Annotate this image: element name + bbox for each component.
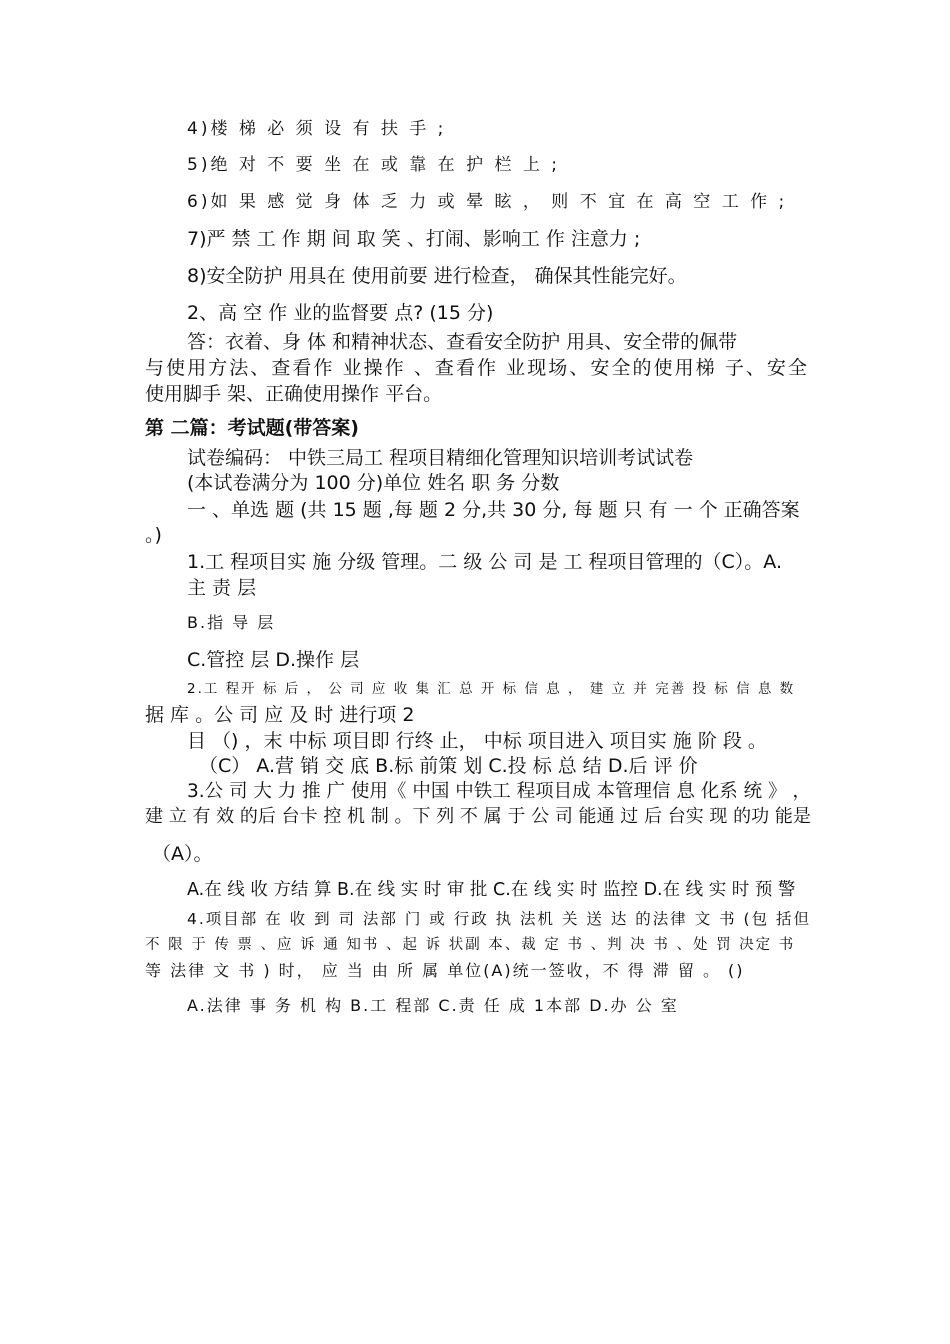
text-line: 5)绝 对 不 要 坐 在 或 靠 在 护 栏 上 ; <box>187 155 561 175</box>
text-line: 3.公 司 大 力 推 广 使用《 中国 中铁工 程项目成 本管理信 息 化系 统 》 ， <box>187 781 811 802</box>
section-heading: 第 二篇：考试题(带答案) <box>145 417 359 439</box>
text-line: 使用脚手 架、正确使用操作 平台。 <box>145 383 443 405</box>
text-line: 建 立 有 效 的后 台卡 控 机 制 。下 列 不 属 于 公 司 能通 过 后 台实 现 的功 能是 <box>145 806 811 827</box>
text-line: 与使用方法、查看作 业操作 、查看作 业现场、安全的使用梯 子、安全 <box>145 357 807 379</box>
text-line: 主 责 层 <box>187 577 257 599</box>
text-line: （A）。 <box>152 843 213 865</box>
text-line: 等 法律 文 书 ) 时， 应 当 由 所 属 单位(A)统一签收，不 得 滞 留 。 () <box>145 961 745 980</box>
text-line: 答：衣着、身 体 和精神状态、查看安全防护 用具、安全带的佩带 <box>187 331 738 353</box>
text-line: B.指 导 层 <box>187 613 276 632</box>
text-line: 2.工 程开 标 后 ， 公 司 应 收 集 汇 总 开 标 信 息 ， 建 立 并 完善 投 标 信 息 数 <box>187 681 796 697</box>
text-line: A.法律 事 务 机 构 B.工 程部 C.责 任 成 1本部 D.办 公 室 <box>187 996 679 1015</box>
text-line: 6)如 果 感 觉 身 体 乏 力 或 晕 眩 ， 则 不 宜 在 高 空 工 作 ; <box>187 192 788 212</box>
text-line: 8)安全防护 用具在 使用前要 进行检查， 确保其性能完好。 <box>187 265 687 287</box>
text-line: 目 （) ，末 中标 项目即 行终 止， 中标 项目进入 项目实 施 阶 段 。 <box>187 730 767 752</box>
text-line: A.在 线 收 方结 算 B.在 线 实 时 审 批 C.在 线 实 时 监控 D.在 线 实 时 预 警 <box>187 880 796 900</box>
text-line: 1.工 程项目实 施 分级 管理。二 级 公 司 是 工 程项目管理的（C）。A. <box>187 551 782 573</box>
text-line: 4.项目部 在 收 到 司 法部 门 或 行政 执 法机 关 送 达 的法律 文 书 (包 括但 <box>187 910 812 928</box>
text-line: 4)楼 梯 必 须 设 有 扶 手 ; <box>187 119 447 139</box>
text-line: 2、高 空 作 业的监督要 点? (15 分) <box>187 302 494 324</box>
text-line: 不 限 于 传 票 、应 诉 通 知书 、起 诉 状副 本、裁 定 书 、判 决 书 、处 罚 决定 书 <box>145 937 796 953</box>
text-line: 。) <box>145 524 162 546</box>
text-line: 据 库 。公 司 应 及 时 进行项 2 <box>145 704 415 726</box>
text-line: 一 、单选 题 (共 15 题 ,每 题 2 分,共 30 分, 每 题 只 有 一 个 正确答案 <box>187 499 800 521</box>
text-line: （C） A.营 销 交 底 B.标 前策 划 C.投 标 总 结 D.后 评 价 <box>199 755 698 777</box>
text-line: (本试卷满分为 100 分)单位 姓名 职 务 分数 <box>187 472 560 494</box>
text-line: 试卷编码： 中铁三局工 程项目精细化管理知识培训考试试卷 <box>187 447 694 469</box>
text-line: C.管控 层 D.操作 层 <box>187 649 360 671</box>
text-line: 7)严 禁 工 作 期 间 取 笑 、打闹、影响工 作 注意力 ; <box>187 228 641 250</box>
